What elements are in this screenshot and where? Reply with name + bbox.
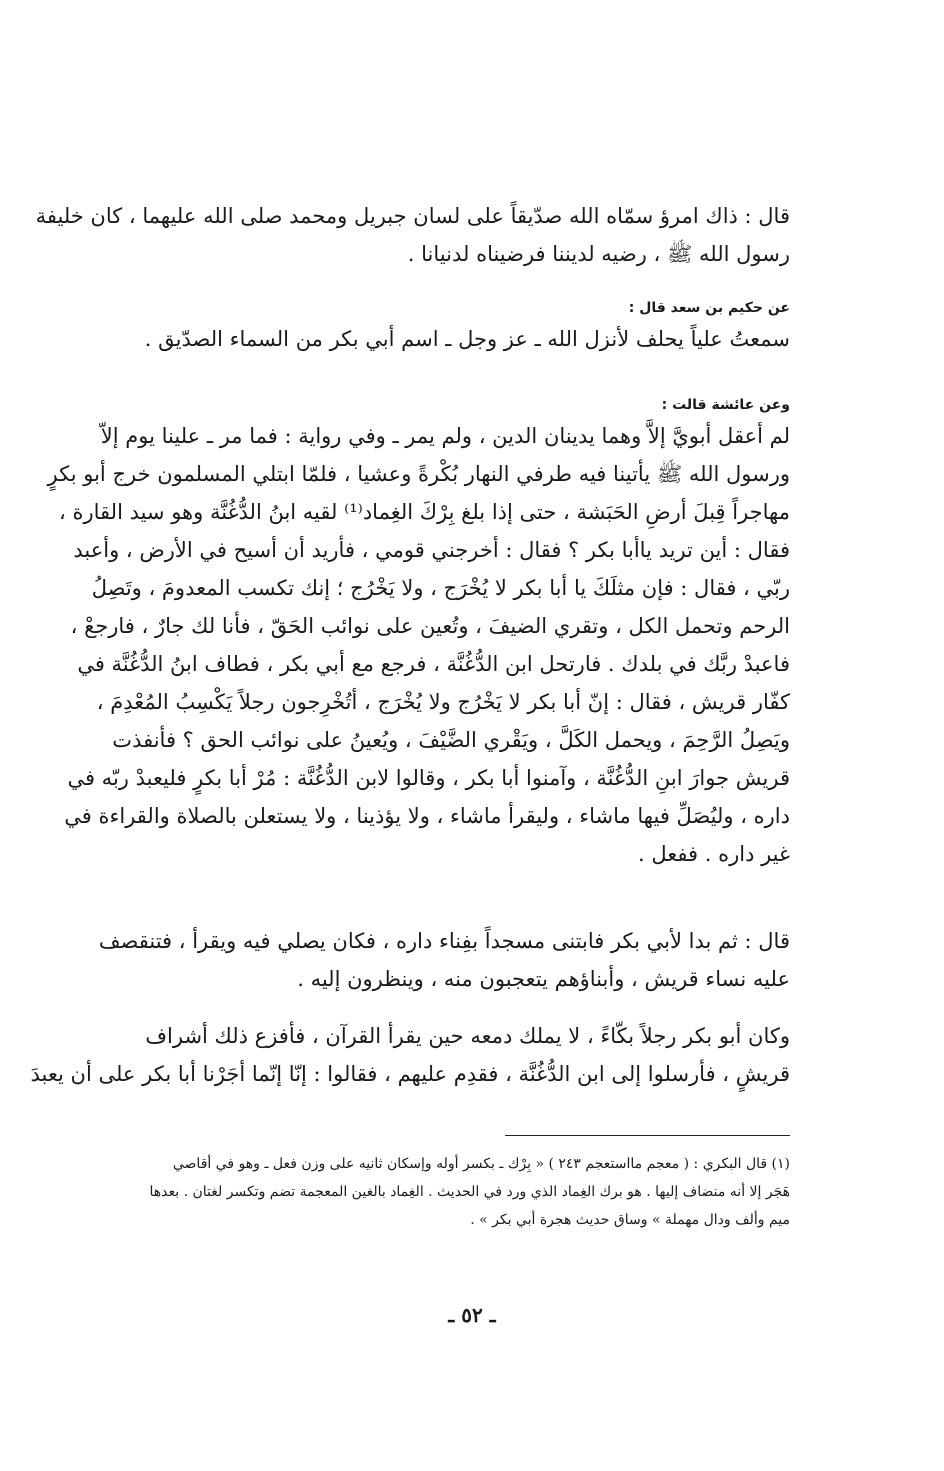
footnote-line: ميم وألف ودال مهملة » وساق حديث هجرة أبي بكر » . [470, 1212, 790, 1228]
text-line: قريش جوارَ ابنِ الدُّغُنَّة ، وآمنوا أبا بكر ، وقالوا لابن الدُّغُنَّة : مُرْ أبا بكرٍ فليعبدْ ربّه في [67, 766, 790, 790]
narrator-heading: وعن عائشة قالت : [661, 397, 790, 413]
text-line: داره ، وليُصَلِّ فيها ماشاء ، وليقرأ ماشاء ، ولا يؤذينا ، ولا يستعلن بالصلاة والقراءة في [64, 804, 790, 828]
paragraph-hakim-narration [100, 296, 790, 358]
text-line: قال : ثم بدا لأبي بكر فابتنى مسجداً بفِناء داره ، فكان يصلي فيه ويقرأ ، فتنقصف [98, 929, 790, 953]
text-line: فاعبدْ ربَّك في بلدك . فارتحل ابن الدُّغُنَّة ، فرجع مع أبي بكر ، فطاف ابنُ الدُّغُنَّة في [77, 652, 790, 676]
paragraph-quote-siddiq [35, 197, 790, 273]
paragraph-mosque [100, 922, 790, 998]
text-line: فقال : أين تريد ياأبا بكر ؟ فقال : أخرجني قومي ، فأريد أن أسيح في الأرض ، وأعبد [73, 538, 790, 562]
text-line: كفّار قريش ، فقال : إنّ أبا بكر لا يَخْرُج ولا يُخْرَج ، أتُخْرِجون رجلاً يَكْسِبُ المُعْدِمَ ، [96, 690, 790, 714]
text-line: ربّي ، فقال : فإن مثلَكَ يا أبا بكر لا يُخْرَج ، ولا يَخْرُج ؛ إنك تكسب المعدومَ ، وتَصِلُ [91, 576, 790, 600]
text-line: غير داره . ففعل . [638, 842, 790, 866]
footnote-separator [505, 1135, 790, 1136]
text-line: الرحم وتحمل الكل ، وتقري الضيفَ ، وتُعين على نوائب الحَقّ ، فأنا لك جارٌ ، فارجعْ ، [70, 614, 790, 638]
text-line: ويَصِلُ الرَّحِمَ ، ويحمل الكَلَّ ، ويَقْري الضَّيْفَ ، ويُعينُ على نوائب الحق ؟ فأنفذت [112, 728, 790, 752]
paragraph-weeping [30, 1017, 790, 1093]
text-line: عليه نساء قريش ، وأبناؤهم يتعجبون منه ، وينظرون إليه . [297, 967, 790, 991]
footnote-line: هَجَر إلا أنه منضاف إليها . هو برك الغِماد الذي ورد في الحديث . الغِماد بالغين المعجمة تضم وتكسر لغتان . بعدها [149, 1184, 790, 1200]
footnote [100, 1150, 790, 1234]
text-line: قال : ذاك امرؤ سمّاه الله صدّيقاً على لسان جبريل ومحمد صلى الله عليهما ، كان خليفة [35, 204, 790, 228]
page-number: ـ ٥٢ ـ [448, 1303, 496, 1327]
text-line: لم أعقل أبويَّ إلاَّ وهما يدينان الدين ، ولم يمر ـ وفي رواية : فما مر ـ علينا يوم إلاّ [100, 424, 790, 448]
text-line: ورسول الله ﷺ يأتينا فيه طرفي النهار بُكْرةً وعشيا ، فلمّا ابتلي المسلمون خرج أبو بكرٍ [47, 462, 790, 486]
text-line: قريشٍ ، فأرسلوا إلى ابن الدُّغُنَّة ، فقدِم عليهم ، فقالوا : إنّا إنّما أجَرْنا أبا بكر على أن يعبدَ [30, 1062, 790, 1086]
paragraph-aisha-narration [47, 393, 790, 873]
text-line: وكان أبو بكر رجلاً بكّاءً ، لا يملك دمعه حين يقرأ القرآن ، فأفزع ذلك أشراف [145, 1024, 790, 1048]
text-line: مهاجراً قِبلَ أرضِ الحَبَشة ، حتى إذا بلغ بِرْكَ الغِماد⁽¹⁾ لقيه ابنُ الدُّغُنَّة وهو سيد القارة ، [59, 500, 790, 524]
footnote-line: (١) قال البكري : ( معجم مااستعجم ٢٤٣ ) « بِرْك ـ بكسر أوله وإسكان ثانيه على وزن فعل ـ وهو في أقاصي [172, 1156, 790, 1172]
text-line: سمعتُ علياً يحلف لأنزل الله ـ عز وجل ـ اسم أبي بكر من السماء الصدّيق . [144, 327, 790, 351]
narrator-heading: عن حكيم بن سعد قال : [628, 300, 790, 316]
text-line: رسول الله ﷺ ، رضيه لديننا فرضيناه لدنيانا . [407, 242, 790, 266]
